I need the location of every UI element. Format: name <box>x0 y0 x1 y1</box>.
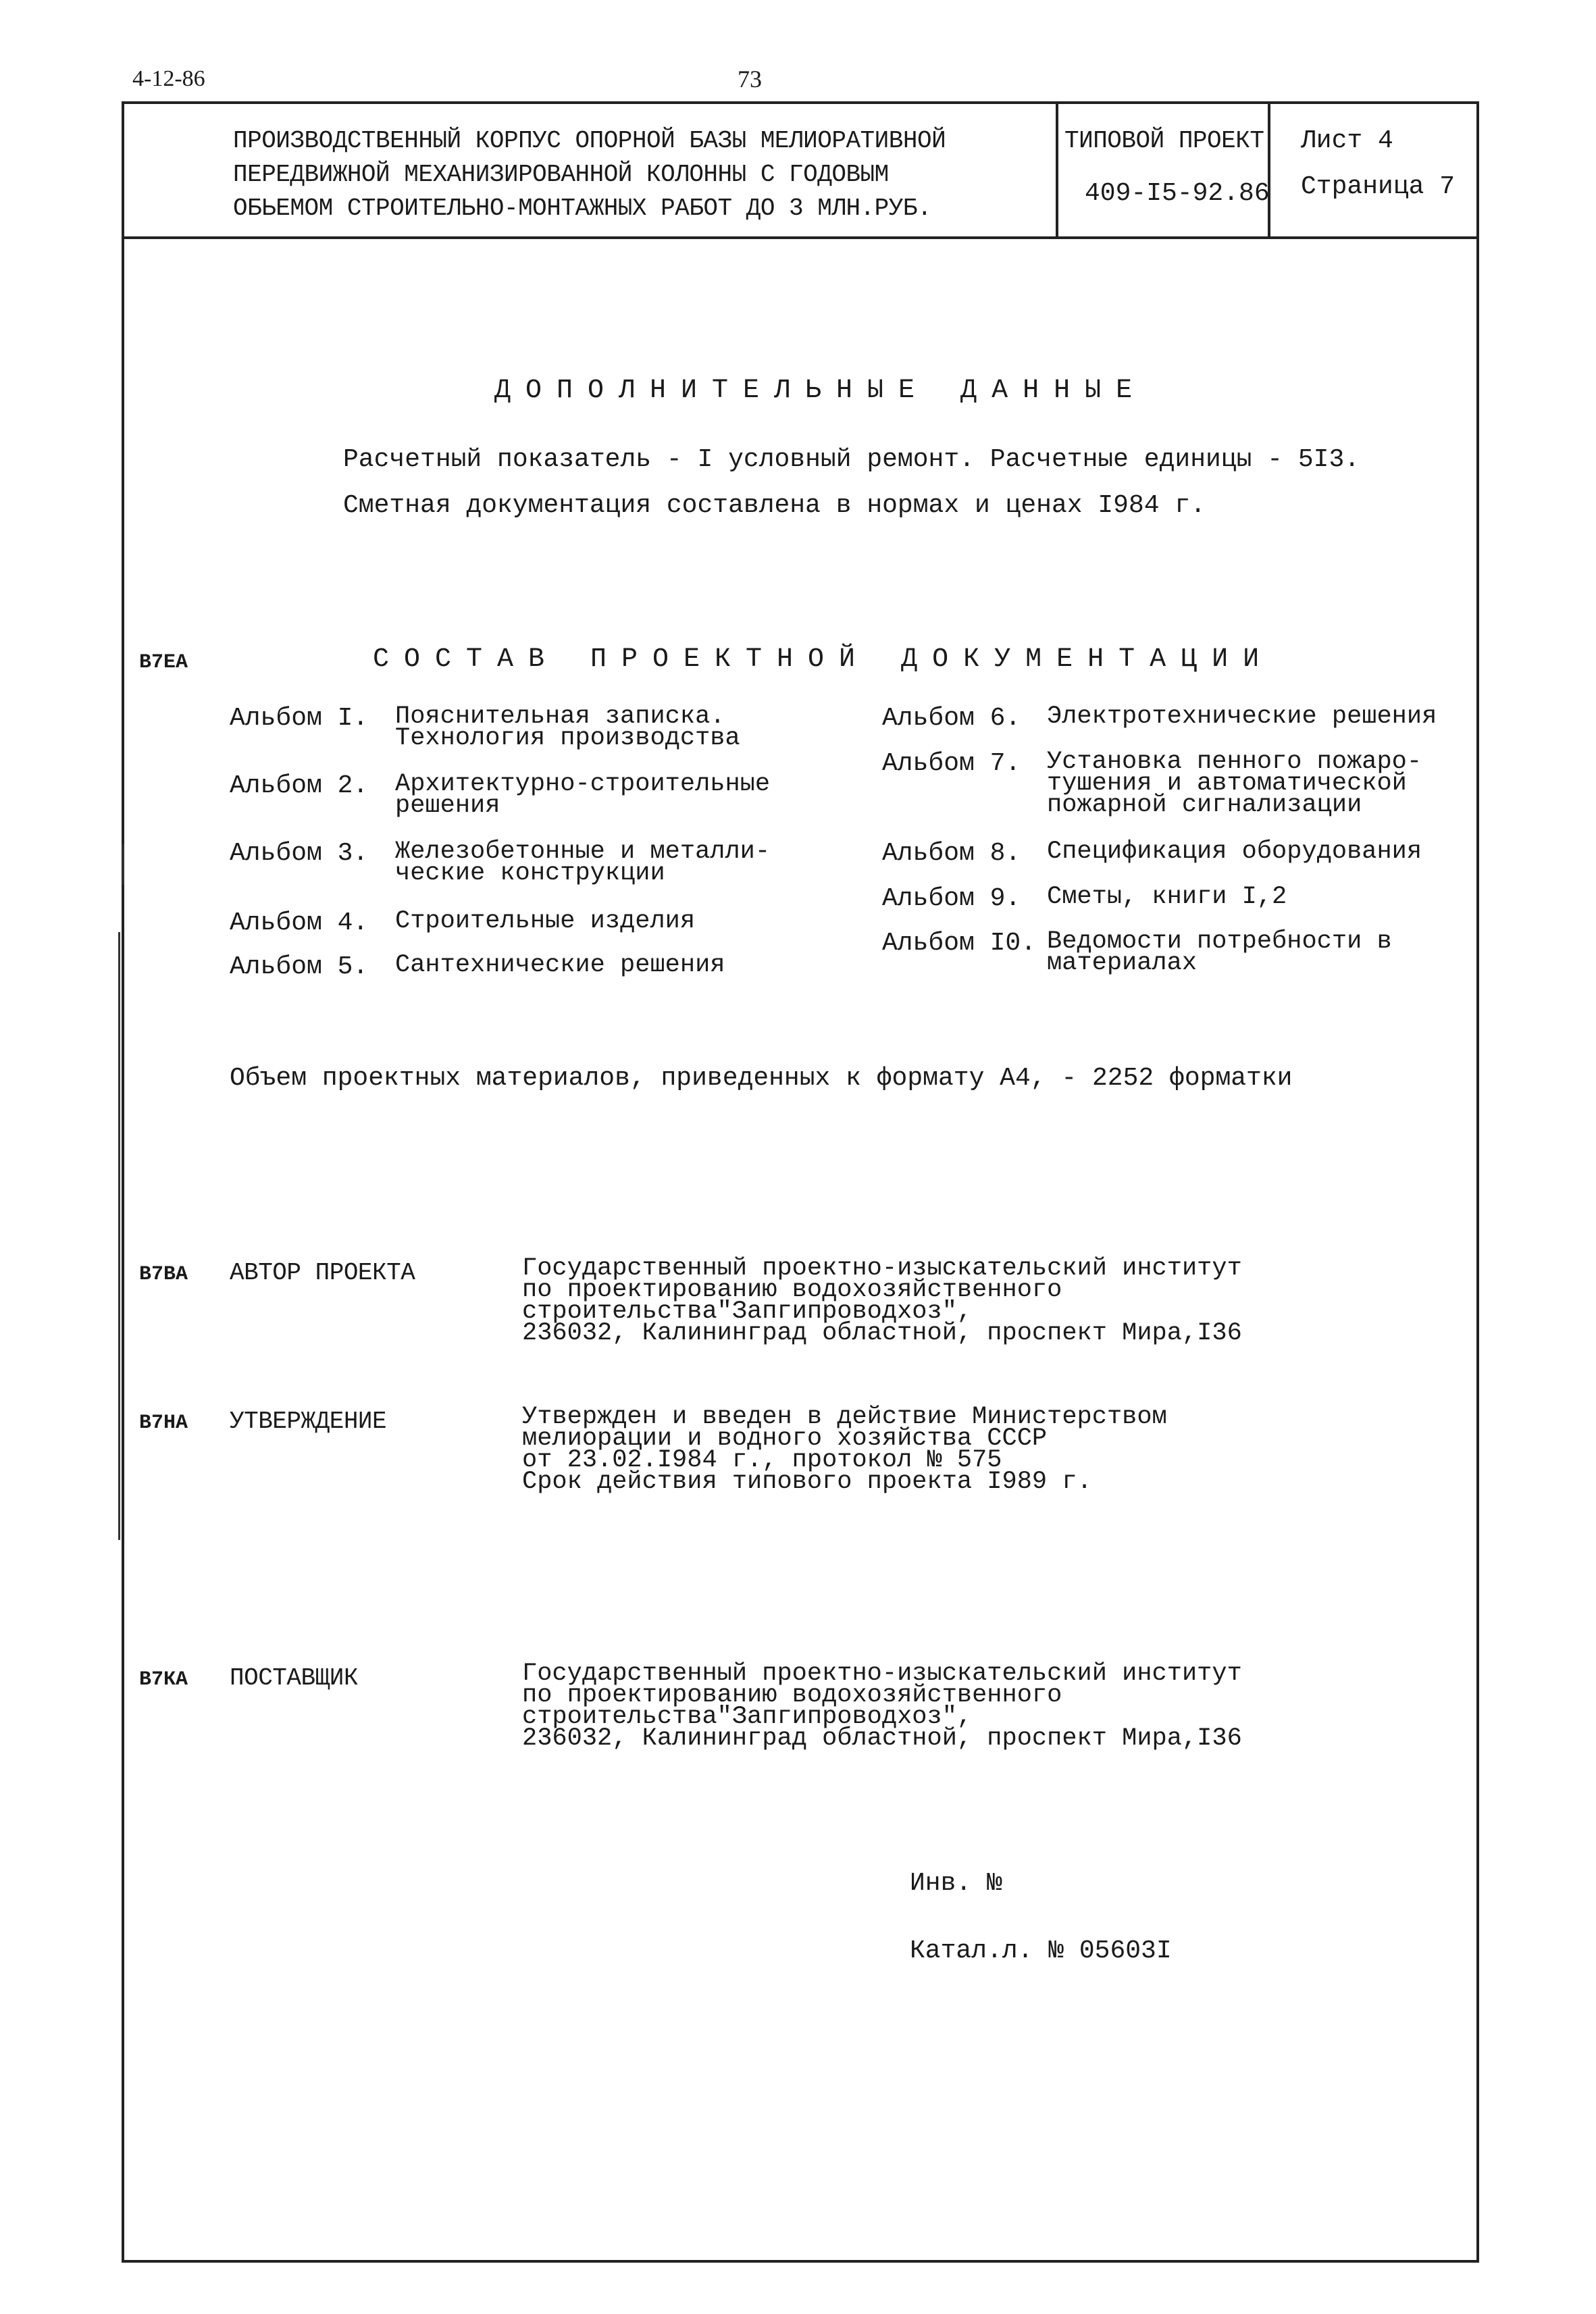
header-divider-2 <box>1268 101 1270 236</box>
album-label: Альбом 3. <box>230 839 369 868</box>
composition-code: В7ЕА <box>139 651 188 674</box>
additional-line-2: Сметная документация составлена в нормах и ценах I984 г. <box>343 491 1206 520</box>
approval-code: В7НА <box>139 1412 188 1435</box>
document-code: 4-12-86 <box>132 66 205 91</box>
supplier-code: В7КА <box>139 1668 188 1691</box>
supplier-text: Государственный проектно-изыскательский институт по проектированию водохозяйственного строительства"Запгипроводхоз", 236032, Калининград областной, проспект Мира,I36 <box>522 1660 1242 1753</box>
album-label: Альбом I0. <box>882 929 1037 958</box>
volume-note: Объем проектных материалов, приведенных к формату А4, - 2252 форматки <box>230 1064 1293 1093</box>
composition-heading: СОСТАВ ПРОЕКТНОЙ ДОКУМЕНТАЦИИ <box>373 644 1275 675</box>
album-title: Ведомости потребности в материалах <box>1047 927 1392 977</box>
header-divider-1 <box>1056 101 1058 236</box>
page-frame <box>122 101 1479 2263</box>
header-title-line-3: ОБЬЕМОМ СТРОИТЕЛЬНО-МОНТАЖНЫХ РАБОТ ДО 3 МЛН.РУБ. <box>233 195 932 222</box>
album-title: Спецификация оборудования <box>1047 838 1422 866</box>
album-label: Альбом 4. <box>230 908 369 937</box>
header-title-line-2: ПЕРЕДВИЖНОЙ МЕХАНИЗИРОВАННОЙ КОЛОННЫ С ГОДОВЫМ <box>233 161 889 188</box>
supplier-label: ПОСТАВЩИК <box>230 1664 358 1692</box>
author-code: В7ВА <box>139 1263 188 1286</box>
album-label: Альбом I. <box>230 704 369 733</box>
album-title: Пояснительная записка. Технология производства <box>395 702 740 752</box>
author-text: Государственный проектно-изыскательский институт по проектированию водохозяйственного строительства"Запгипроводхоз", 236032, Калининград областной, проспект Мира,I36 <box>522 1254 1242 1347</box>
inventory-number: Инв. № <box>910 1869 1002 1898</box>
sheet-number: Лист 4 <box>1301 126 1393 155</box>
author-label: АВТОР ПРОЕКТА <box>230 1259 415 1287</box>
album-label: Альбом 6. <box>882 704 1021 733</box>
album-title: Архитектурно-строительные решения <box>395 770 771 820</box>
approval-label: УТВЕРЖДЕНИЕ <box>230 1408 387 1435</box>
page-number: 73 <box>738 66 762 93</box>
album-title: Сметы, книги I,2 <box>1047 883 1287 911</box>
album-label: Альбом 2. <box>230 771 369 800</box>
album-title: Железобетонные и металли- ческие конструкции <box>395 838 771 888</box>
album-label: Альбом 8. <box>882 839 1021 868</box>
margin-mark <box>122 844 124 885</box>
album-label: Альбом 7. <box>882 749 1021 778</box>
album-label: Альбом 5. <box>230 952 369 981</box>
album-title: Сантехнические решения <box>395 951 725 979</box>
header-title-line-1: ПРОИЗВОДСТВЕННЫЙ КОРПУС ОПОРНОЙ БАЗЫ МЕЛИОРАТИВНОЙ <box>233 127 946 155</box>
approval-text: Утвержден и введен в действие Министерством мелиорации и водного хозяйства СССР от 23.02.I984 г., протокол № 575 Срок действия типового проекта I989 г. <box>522 1403 1167 1496</box>
album-title: Строительные изделия <box>395 907 696 935</box>
additional-heading: ДОПОЛНИТЕЛЬНЫЕ ДАННЫЕ <box>494 376 1148 406</box>
album-title: Электротехнические решения <box>1047 702 1437 731</box>
catalog-number: Катал.л. № 05603I <box>910 1936 1172 1965</box>
header-divider <box>122 236 1479 239</box>
project-label: ТИПОВОЙ ПРОЕКТ <box>1064 127 1264 155</box>
additional-line-1: Расчетный показатель - I условный ремонт. Расчетные единицы - 5I3. <box>343 445 1360 474</box>
margin-mark <box>118 932 120 1540</box>
page-label: Страница 7 <box>1301 172 1456 201</box>
album-label: Альбом 9. <box>882 884 1021 913</box>
project-number: 409-I5-92.86 <box>1085 179 1270 208</box>
album-title: Установка пенного пожаро- тушения и автоматической пожарной сигнализации <box>1047 748 1422 819</box>
